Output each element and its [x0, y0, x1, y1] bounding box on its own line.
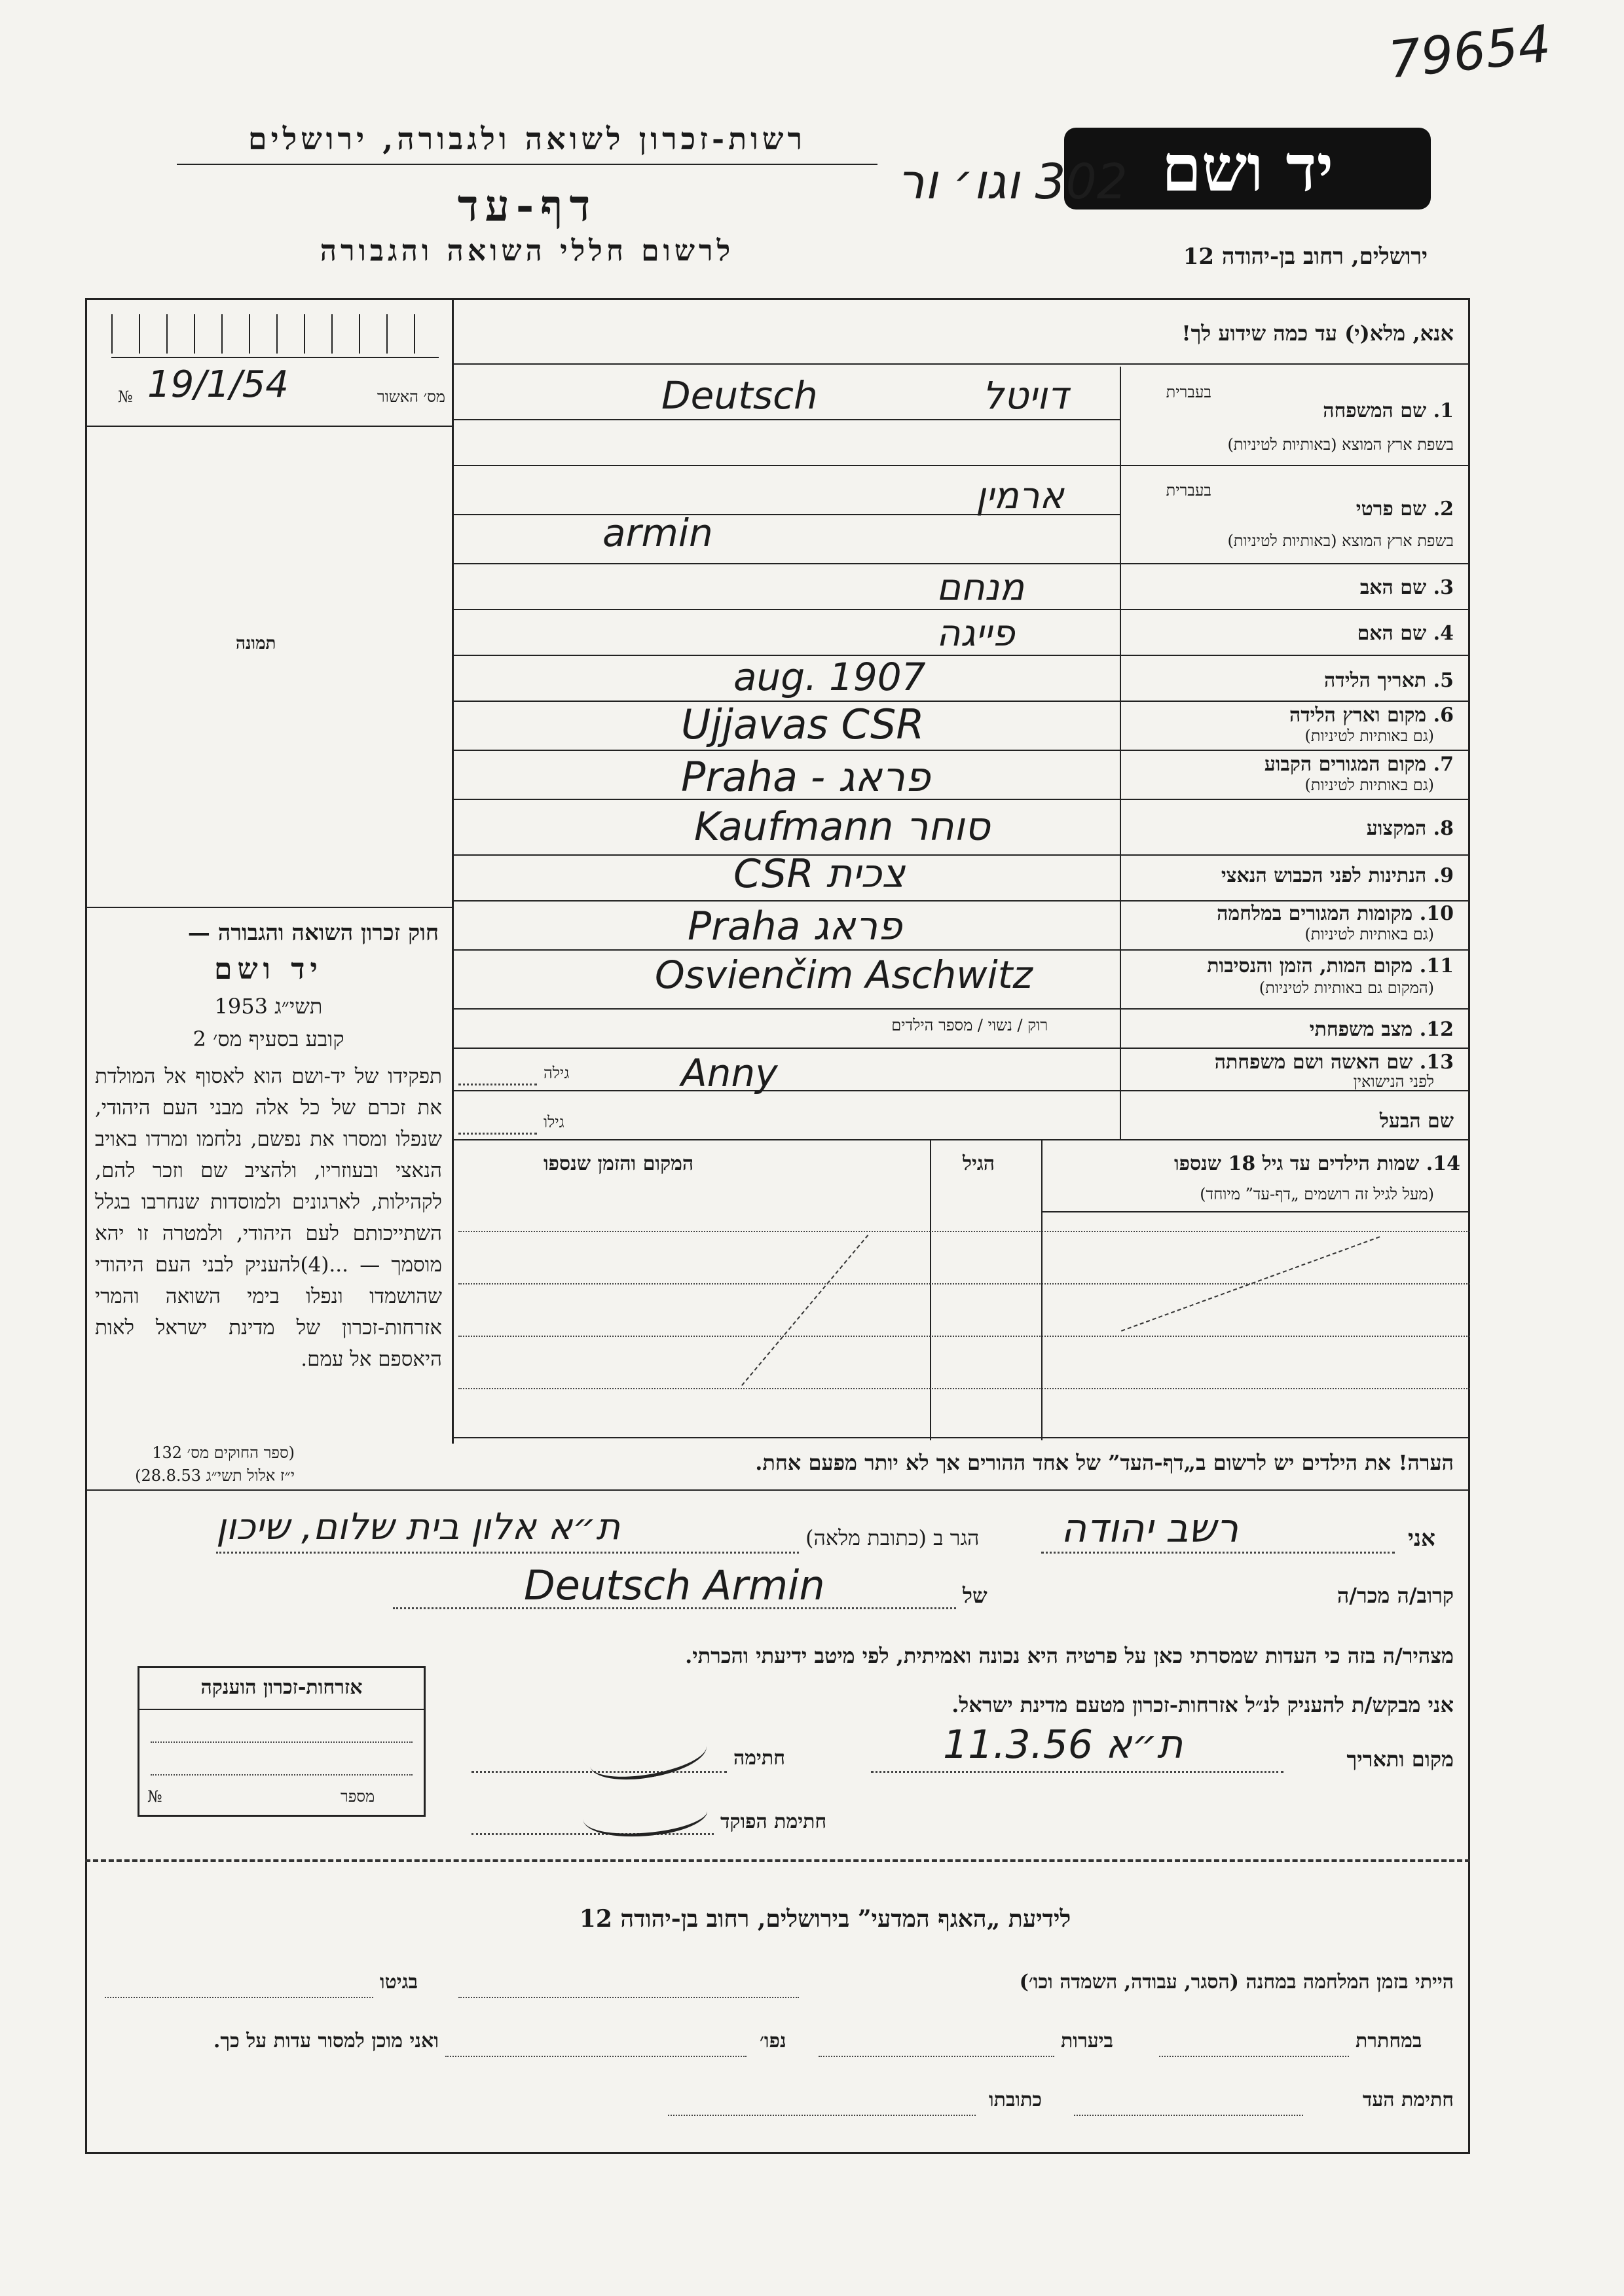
field-number: 12.	[1419, 1018, 1454, 1041]
place-date-label: מקום ותאריך	[1346, 1747, 1454, 1772]
field-12-label	[1218, 1018, 1454, 1041]
law-footnote-2: י״ז אלול תשי״ג 28.8.53)	[135, 1467, 295, 1485]
declaration-ani: אני	[1408, 1525, 1435, 1552]
family-name-latin-value: Deutsch	[661, 373, 818, 418]
witness-address-value: ת״א אלון בית שלום, שיכון	[216, 1506, 621, 1548]
field-number: 11.	[1419, 955, 1454, 977]
citizenship-number-mark: №	[147, 1787, 162, 1806]
field-7-sub: (גם באותיות לטיניות)	[1304, 776, 1434, 794]
bottom-line3-field-a	[1074, 2115, 1303, 2116]
authority-name: רשות-זכרון לשואה ולגבורה, ירושלים	[248, 121, 807, 156]
field-number: 2.	[1433, 498, 1454, 520]
row-line	[454, 854, 1470, 856]
field-10-label	[1126, 902, 1454, 925]
children-row-line	[1041, 1211, 1470, 1212]
field-label-text: שם המשפחה	[1323, 399, 1427, 422]
approval-no-mark: №	[118, 388, 133, 406]
form-subtitle: לרשום חללי השואה והגבורה	[320, 234, 735, 268]
row-line	[454, 949, 1470, 951]
field-label-text: מקום המות, הזמן והנסיבות	[1207, 955, 1413, 977]
field-3-label	[1218, 576, 1454, 599]
row-line	[454, 655, 1470, 656]
field-number: 8.	[1433, 817, 1454, 840]
row-line	[454, 701, 1470, 702]
row-line	[454, 563, 1470, 564]
field-label-text: שם האשה ושם משפחתה	[1214, 1051, 1413, 1074]
law-body: תפקידו של יד-ושם הוא לאסוף אל המולדת את זכרם של כל אלה מבני העם היהודי, שנפלו ומסרו את נפשם, נלחמו ומרדו באויב הנאצי ובעוזריו, ולהציב שם וזכר להם, לקהילות, לארגונים ולמוסדות שנחרבו בגלל השתייכותם לעם היהודי, ולמטרה זו יהא מוסמך — ...(4)להעניק לבני העם היהודי שהושמדו ונפלו בימי השואה והמרי אזרחות-זכרון של מדינת ישראל לאות היאספם אל עמם.	[95, 1065, 442, 1371]
marital-status-options: רוק / נשוי / מספר הילדים	[891, 1016, 1048, 1034]
bottom-line2-field-a	[1159, 2056, 1349, 2057]
husband-age-line	[458, 1133, 537, 1135]
officer-signature-line	[471, 1833, 714, 1835]
field-2-label	[1218, 498, 1454, 520]
children-row	[458, 1231, 1470, 1232]
law-year: תשי״ג 1953	[214, 994, 323, 1019]
law-name: יד ושם	[214, 953, 323, 986]
husband-label: שם הבעל	[1379, 1110, 1454, 1133]
field-number: 6.	[1433, 704, 1454, 727]
war-residence-value: Praha פראג	[688, 903, 902, 949]
field-label-text: שם פרטי	[1356, 498, 1427, 520]
children-place-col: המקום והזמן שנספו	[544, 1152, 694, 1175]
form-title: דף-עד	[457, 180, 597, 231]
bottom-separator	[85, 1859, 1470, 1862]
bottom-line2-d: ואני מוכן למסור עדות על כך.	[213, 2030, 439, 2052]
field-7-label	[1166, 753, 1454, 776]
citizenship-title-line	[138, 1709, 426, 1710]
field-4-label	[1218, 622, 1454, 645]
field-label-text: מצב משפחתי	[1309, 1018, 1413, 1041]
witness-name-value: רשב יהודה	[1061, 1506, 1239, 1552]
law-clause: קובע בסעיף מס׳ 2	[193, 1027, 344, 1051]
field-number: 3.	[1433, 576, 1454, 599]
top-note-underline	[452, 363, 1470, 365]
children-row	[458, 1388, 1470, 1389]
hebrew-label: בעברית	[1166, 383, 1211, 401]
bottom-line1-b: בגיטו	[380, 1971, 418, 1994]
field-label-text: הנתינות לפני הכבוש הנאצי	[1221, 864, 1427, 887]
witness-name-line	[1041, 1552, 1395, 1554]
children-col-divider	[930, 1139, 931, 1440]
children-label: 14. שמות הילדים עד גיל 18 שנספו	[1173, 1152, 1460, 1175]
husband-age-label: גילו	[544, 1113, 564, 1131]
field-number: 4.	[1433, 622, 1454, 645]
children-sub: (מעל לגיל זה רושמים „דף-עד” מיוחד)	[1200, 1185, 1434, 1203]
mother-name-value: פייגה	[936, 612, 1015, 655]
bottom-line2-field-c	[445, 2056, 747, 2057]
citizenship-value: CSR צכית	[733, 851, 906, 897]
field-6-label	[1166, 704, 1454, 727]
officer-signature-label: חתימת הפוקד	[720, 1810, 827, 1833]
of-name-value: Deutsch Armin	[524, 1561, 825, 1609]
bottom-line2-field-b	[819, 2056, 1054, 2057]
field-label-text: תאריך הלידה	[1324, 669, 1427, 692]
of-label: של	[963, 1583, 987, 1608]
field-11-sub: (המקום גם באותיות לטיניות)	[1259, 979, 1434, 997]
bottom-line1-a: הייתי בזמן המלחמה במחנה (הסגר, עבודה, השמדה וכו׳)	[1019, 1971, 1454, 1994]
field-1-sub: בשפת ארץ המוצא (באותיות לטיניות)	[1227, 435, 1454, 454]
authority-underline	[177, 164, 877, 165]
profession-value: Kaufmann סוחר	[694, 804, 990, 850]
field-label-text: מקומות המגורים במלחמה	[1217, 902, 1413, 925]
field-number: 10.	[1419, 902, 1454, 925]
declaration-request: אני מבקש/ת להעניק לנ״ל אזרחות-זכרון מטעם מדינת ישראל.	[951, 1692, 1454, 1717]
witness-address-line	[216, 1552, 799, 1554]
note-bottom-line	[85, 1489, 1470, 1491]
hebrew-label: בעברית	[1166, 481, 1211, 500]
field-13-label	[1126, 1051, 1454, 1074]
field-label-text: שם האב	[1359, 576, 1427, 599]
note-top-line	[454, 1437, 1470, 1438]
declaration-statement: מצהיר/ה בזה כי העדות שמסרתי כאן על פרטיה היא נכונה ואמיתית, לפי מיטב ידיעתי והכרתי.	[685, 1643, 1454, 1668]
note-text: הערה! את הילדים יש לרשום ב„דף-העד” של אחד ההורים אך לא יותר מפעם אחת.	[755, 1450, 1454, 1475]
citizenship-line	[151, 1741, 413, 1743]
place-date-value: ת״א 11.3.56	[943, 1722, 1183, 1768]
row-line	[454, 609, 1470, 610]
row-line	[454, 419, 1120, 420]
approval-ticks	[111, 314, 439, 354]
field-13-sub: לפני הנישואין	[1353, 1072, 1434, 1091]
field-9-label	[1126, 864, 1454, 887]
children-age-col: הגיל	[963, 1152, 995, 1175]
field-number: 9.	[1433, 864, 1454, 887]
father-name-value: מנחם	[936, 566, 1025, 609]
stamp-number: 79654	[1385, 14, 1554, 90]
field-5-label	[1218, 669, 1454, 692]
wife-age-label: גילה	[544, 1064, 570, 1082]
approval-value: 19/1/54	[147, 363, 289, 406]
family-name-hebrew-value: דויטל	[982, 373, 1069, 418]
field-number: 13.	[1419, 1051, 1454, 1074]
field-label-text: שם האם	[1357, 622, 1427, 645]
children-row	[458, 1336, 1470, 1337]
bottom-line2-b: ביערות	[1061, 2030, 1114, 2052]
residence-value: Praha - פראג	[681, 753, 931, 801]
bottom-line1-field	[458, 1997, 799, 1998]
field-2-sub: בשפת ארץ המוצא (באותיות לטיניות)	[1227, 532, 1454, 550]
field-8-label	[1218, 817, 1454, 840]
row-line	[454, 465, 1470, 466]
field-label-text: המקצוע	[1366, 817, 1427, 840]
bottom-title: לידיעת „האגף המדעי” בירושלים, רחוב בן-יהודה 12	[579, 1905, 1071, 1933]
field-1-label	[1218, 399, 1454, 422]
citizenship-number-label: מספר	[341, 1787, 375, 1806]
wife-age-line	[458, 1084, 537, 1085]
field-10-sub: (גם באותיות לטיניות)	[1304, 925, 1434, 943]
approval-label: מס׳ האשור	[377, 388, 445, 406]
photo-divider	[85, 907, 452, 908]
field-11-label	[1126, 955, 1454, 977]
row-line	[454, 1048, 1470, 1049]
row-line	[454, 799, 1470, 800]
bottom-line3-a: חתימת העד	[1362, 2088, 1454, 2111]
handwritten-header-note: 302 וגו׳ ור	[897, 154, 1128, 210]
relation-label: קרוב/ה מכר/ה	[1337, 1583, 1454, 1608]
wife-name-value: Anny	[681, 1051, 778, 1095]
citizenship-title: אזרחות-זכרון הוענקה	[200, 1676, 363, 1699]
children-row	[458, 1283, 1470, 1285]
header-address: ירושלים, רחוב בן-יהודה 12	[1183, 244, 1428, 270]
photo-label: תמונה	[236, 634, 276, 653]
field-number: 5.	[1433, 669, 1454, 692]
field-number: 1.	[1433, 399, 1454, 422]
row-line	[454, 1008, 1470, 1010]
bottom-line3-b: כתובתו	[989, 2088, 1043, 2111]
label-column-divider	[1120, 367, 1121, 1139]
approval-divider	[85, 426, 452, 427]
field-6-sub: (גם באותיות לטיניות)	[1304, 727, 1434, 745]
birth-place-value: Ujjavas CSR	[681, 701, 925, 748]
row-line	[454, 1139, 1470, 1140]
row-line	[454, 900, 1470, 902]
bottom-line3-field-b	[668, 2115, 976, 2116]
death-place-value: Osvienčim Aschwitz	[655, 953, 1033, 997]
citizenship-line	[151, 1774, 413, 1776]
law-footnote-1: (ספר החוקים מס׳ 132	[152, 1444, 295, 1462]
field-label-text: מקום המגורים הקבוע	[1264, 753, 1427, 776]
children-col-divider	[1041, 1139, 1043, 1440]
top-note: אנא, מלא(י) עד כמה שידוע לך!	[1181, 321, 1454, 346]
field-number: 7.	[1433, 753, 1454, 776]
law-title: חוק זכרון השואה והגבורה —	[187, 920, 439, 946]
first-name-hebrew-value: ארמין	[976, 475, 1064, 517]
birth-date-value: aug. 1907	[733, 655, 926, 699]
living-at-label: הגר ב (כתובת מלאה)	[805, 1525, 980, 1550]
first-name-latin-value: armin	[602, 511, 713, 555]
place-date-line	[871, 1771, 1283, 1773]
field-label-text: מקום וארץ הלידה	[1289, 704, 1427, 727]
row-line	[454, 750, 1470, 751]
bottom-line1-ghetto-field	[105, 1997, 373, 1998]
bottom-line2-c: נפו׳	[760, 2030, 786, 2052]
signature-label: חתימה	[733, 1747, 785, 1770]
left-column-divider	[452, 298, 454, 1444]
bottom-line2-a: במחתרת	[1356, 2030, 1422, 2052]
yad-vashem-logo: יד ושם	[1064, 128, 1431, 210]
